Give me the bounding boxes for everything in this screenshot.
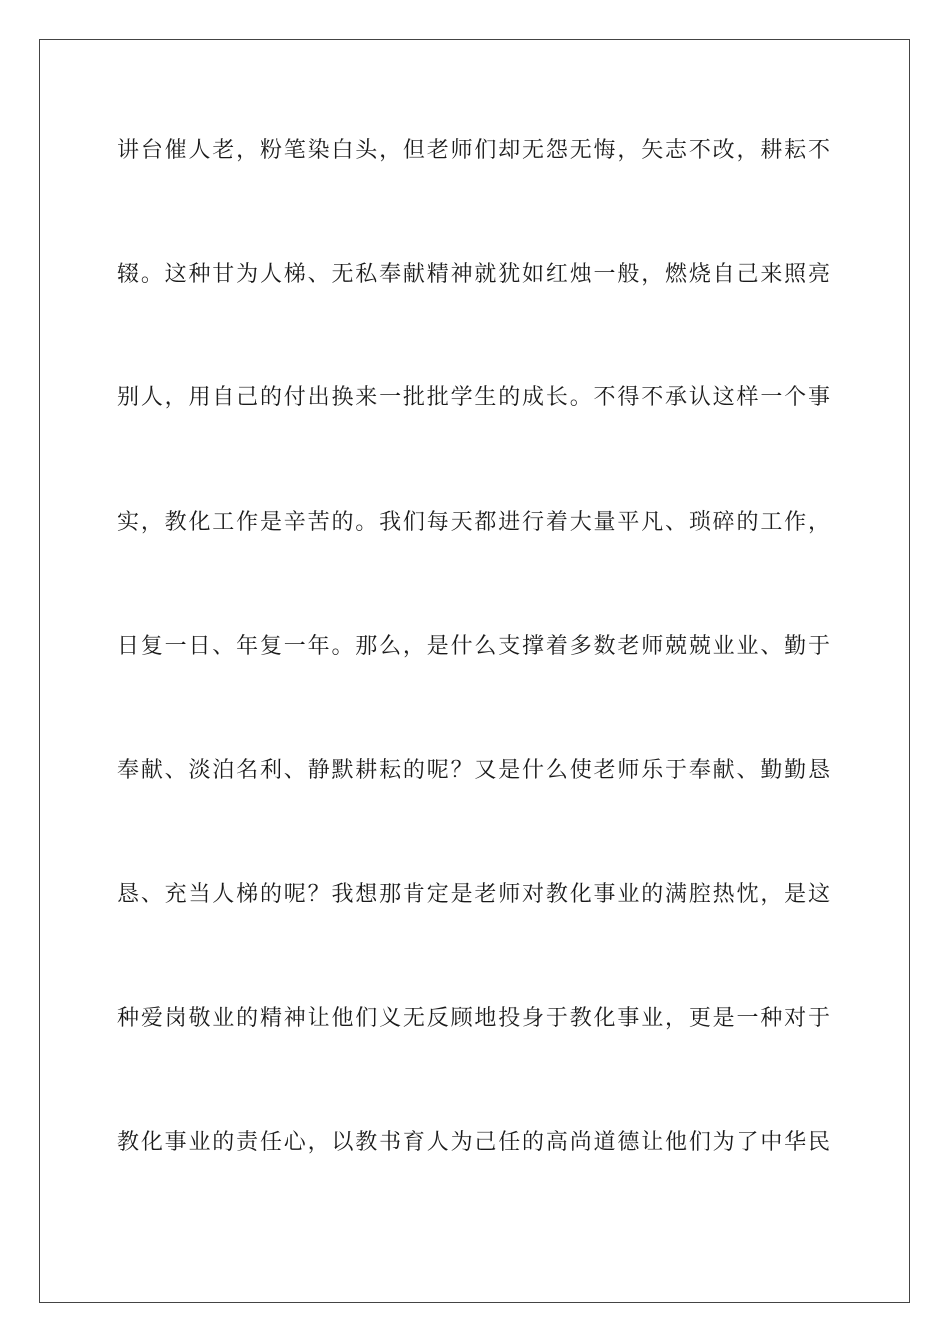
body-text-line: 讲台催人老，粉笔染白头，但老师们却无怨无悔，矢志不改，耕耘不 — [117, 138, 831, 163]
body-text-line: 教化事业的责任心，以教书育人为己任的高尚道德让他们为了中华民 — [117, 1130, 831, 1155]
body-text-line: 日复一日、年复一年。那么，是什么支撑着多数老师兢兢业业、勤于 — [117, 634, 831, 659]
body-text-line: 辍。这种甘为人梯、无私奉献精神就犹如红烛一般，燃烧自己来照亮 — [117, 262, 831, 287]
page-border — [39, 39, 910, 1303]
body-text-line: 实，教化工作是辛苦的。我们每天都进行着大量平凡、琐碎的工作， — [117, 510, 831, 535]
body-text-line: 别人，用自己的付出换来一批批学生的成长。不得不承认这样一个事 — [117, 385, 831, 410]
body-text-line: 奉献、淡泊名利、静默耕耘的呢？又是什么使老师乐于奉献、勤勤恳 — [117, 758, 831, 783]
body-text-line: 恳、充当人梯的呢？我想那肯定是老师对教化事业的满腔热忱，是这 — [117, 882, 831, 907]
body-text-line: 种爱岗敬业的精神让他们义无反顾地投身于教化事业，更是一种对于 — [117, 1006, 831, 1031]
